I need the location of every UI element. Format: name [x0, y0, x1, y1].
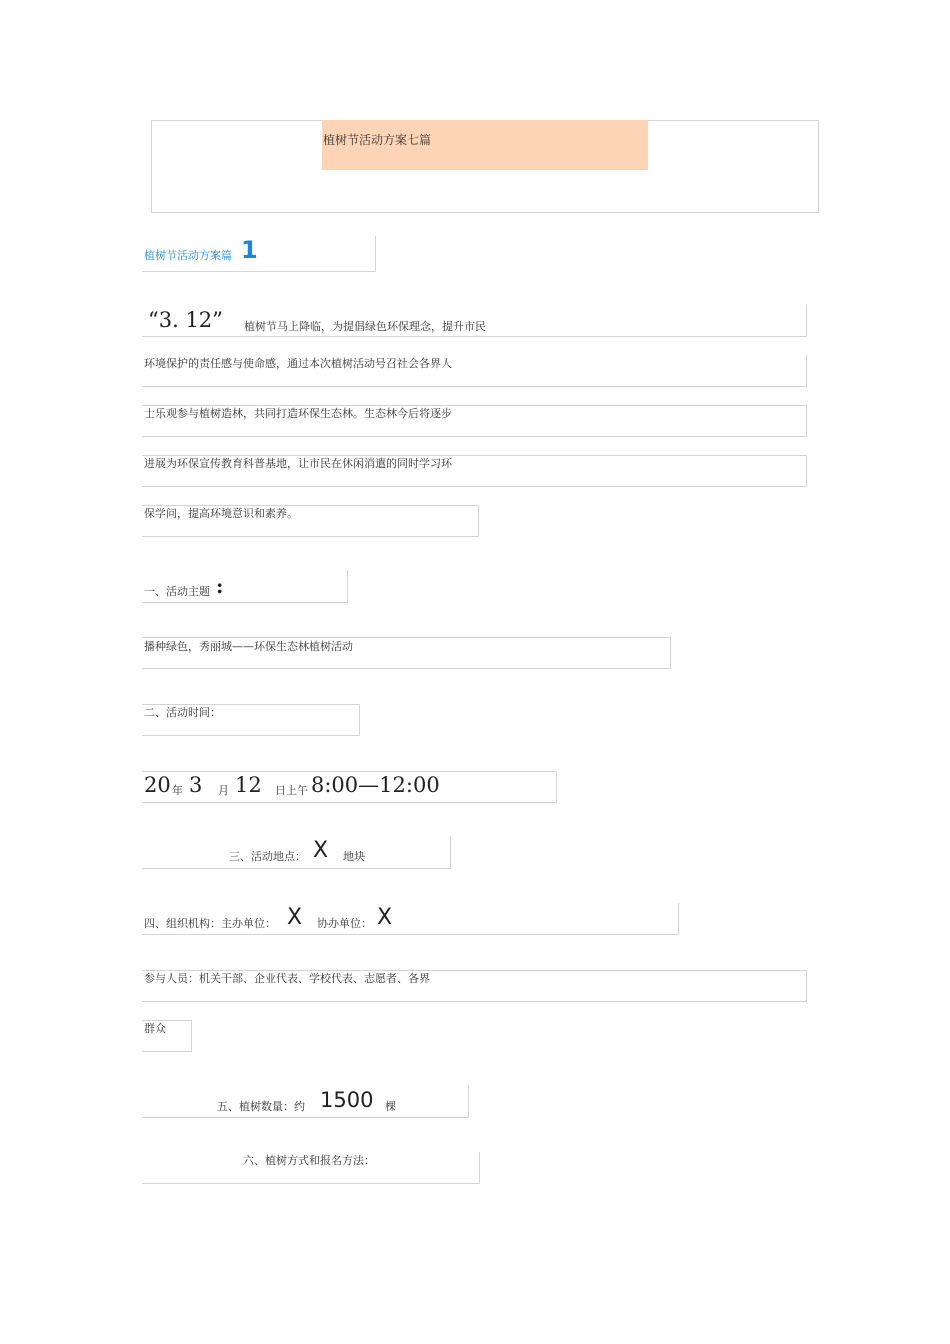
theme-content: 播种绿色，秀丽城——环保生态林植树活动 — [144, 640, 353, 653]
participants-line-1: 参与人员：机关干部、企业代表、学校代表、志愿者、各界 — [144, 972, 430, 985]
place-suffix: 地块 — [343, 850, 365, 863]
intro-line-4: 进展为环保宣传教育科普基地，让市民在休闲消遣的同时学习环 — [144, 457, 452, 470]
theme-label: 一、活动主题 — [144, 585, 210, 598]
intro-quote: “3. 12” — [148, 308, 223, 332]
org-co-label: 协办单位： — [317, 917, 372, 930]
participants-line-2: 群众 — [144, 1022, 166, 1035]
intro-line-5: 保学问，提高环境意识和素养。 — [144, 507, 298, 520]
time-day: 12 — [235, 773, 262, 797]
time-label: 二、活动时间： — [144, 706, 221, 719]
time-year: 20 — [144, 773, 171, 797]
quantity-unit: 棵 — [385, 1100, 396, 1113]
section-number: 1 — [241, 236, 258, 264]
theme-colon: : — [216, 574, 224, 598]
document-title: 植树节活动方案七篇 — [323, 133, 432, 147]
place-x: X — [313, 838, 329, 863]
section-heading: 植树节活动方案篇 — [144, 249, 232, 262]
method-label: 六、植树方式和报名方法： — [243, 1154, 375, 1167]
intro-line-3: 士乐观参与植树造林，共同打造环保生态林。生态林今后将逐步 — [144, 407, 452, 420]
org-host-x: X — [287, 905, 303, 930]
intro-line-1: 植树节马上降临，为提倡绿色环保理念，提升市民 — [244, 320, 486, 333]
intro-line-2: 环境保护的责任感与使命感，通过本次植树活动号召社会各界人 — [144, 357, 452, 370]
time-range: 8:00—12:00 — [311, 773, 440, 797]
place-label: 三、活动地点： — [229, 850, 306, 863]
time-year-unit: 年 — [172, 784, 183, 797]
time-month-unit: 月 — [218, 784, 229, 797]
quantity-number: 1500 — [320, 1088, 374, 1112]
org-label: 四、组织机构：主办单位： — [144, 917, 276, 930]
quantity-frame — [142, 1085, 469, 1118]
org-co-x: X — [377, 905, 393, 930]
time-day-unit: 日上午 — [275, 784, 308, 797]
time-month: 3 — [189, 773, 203, 797]
quantity-label: 五、植树数量：约 — [217, 1100, 305, 1113]
